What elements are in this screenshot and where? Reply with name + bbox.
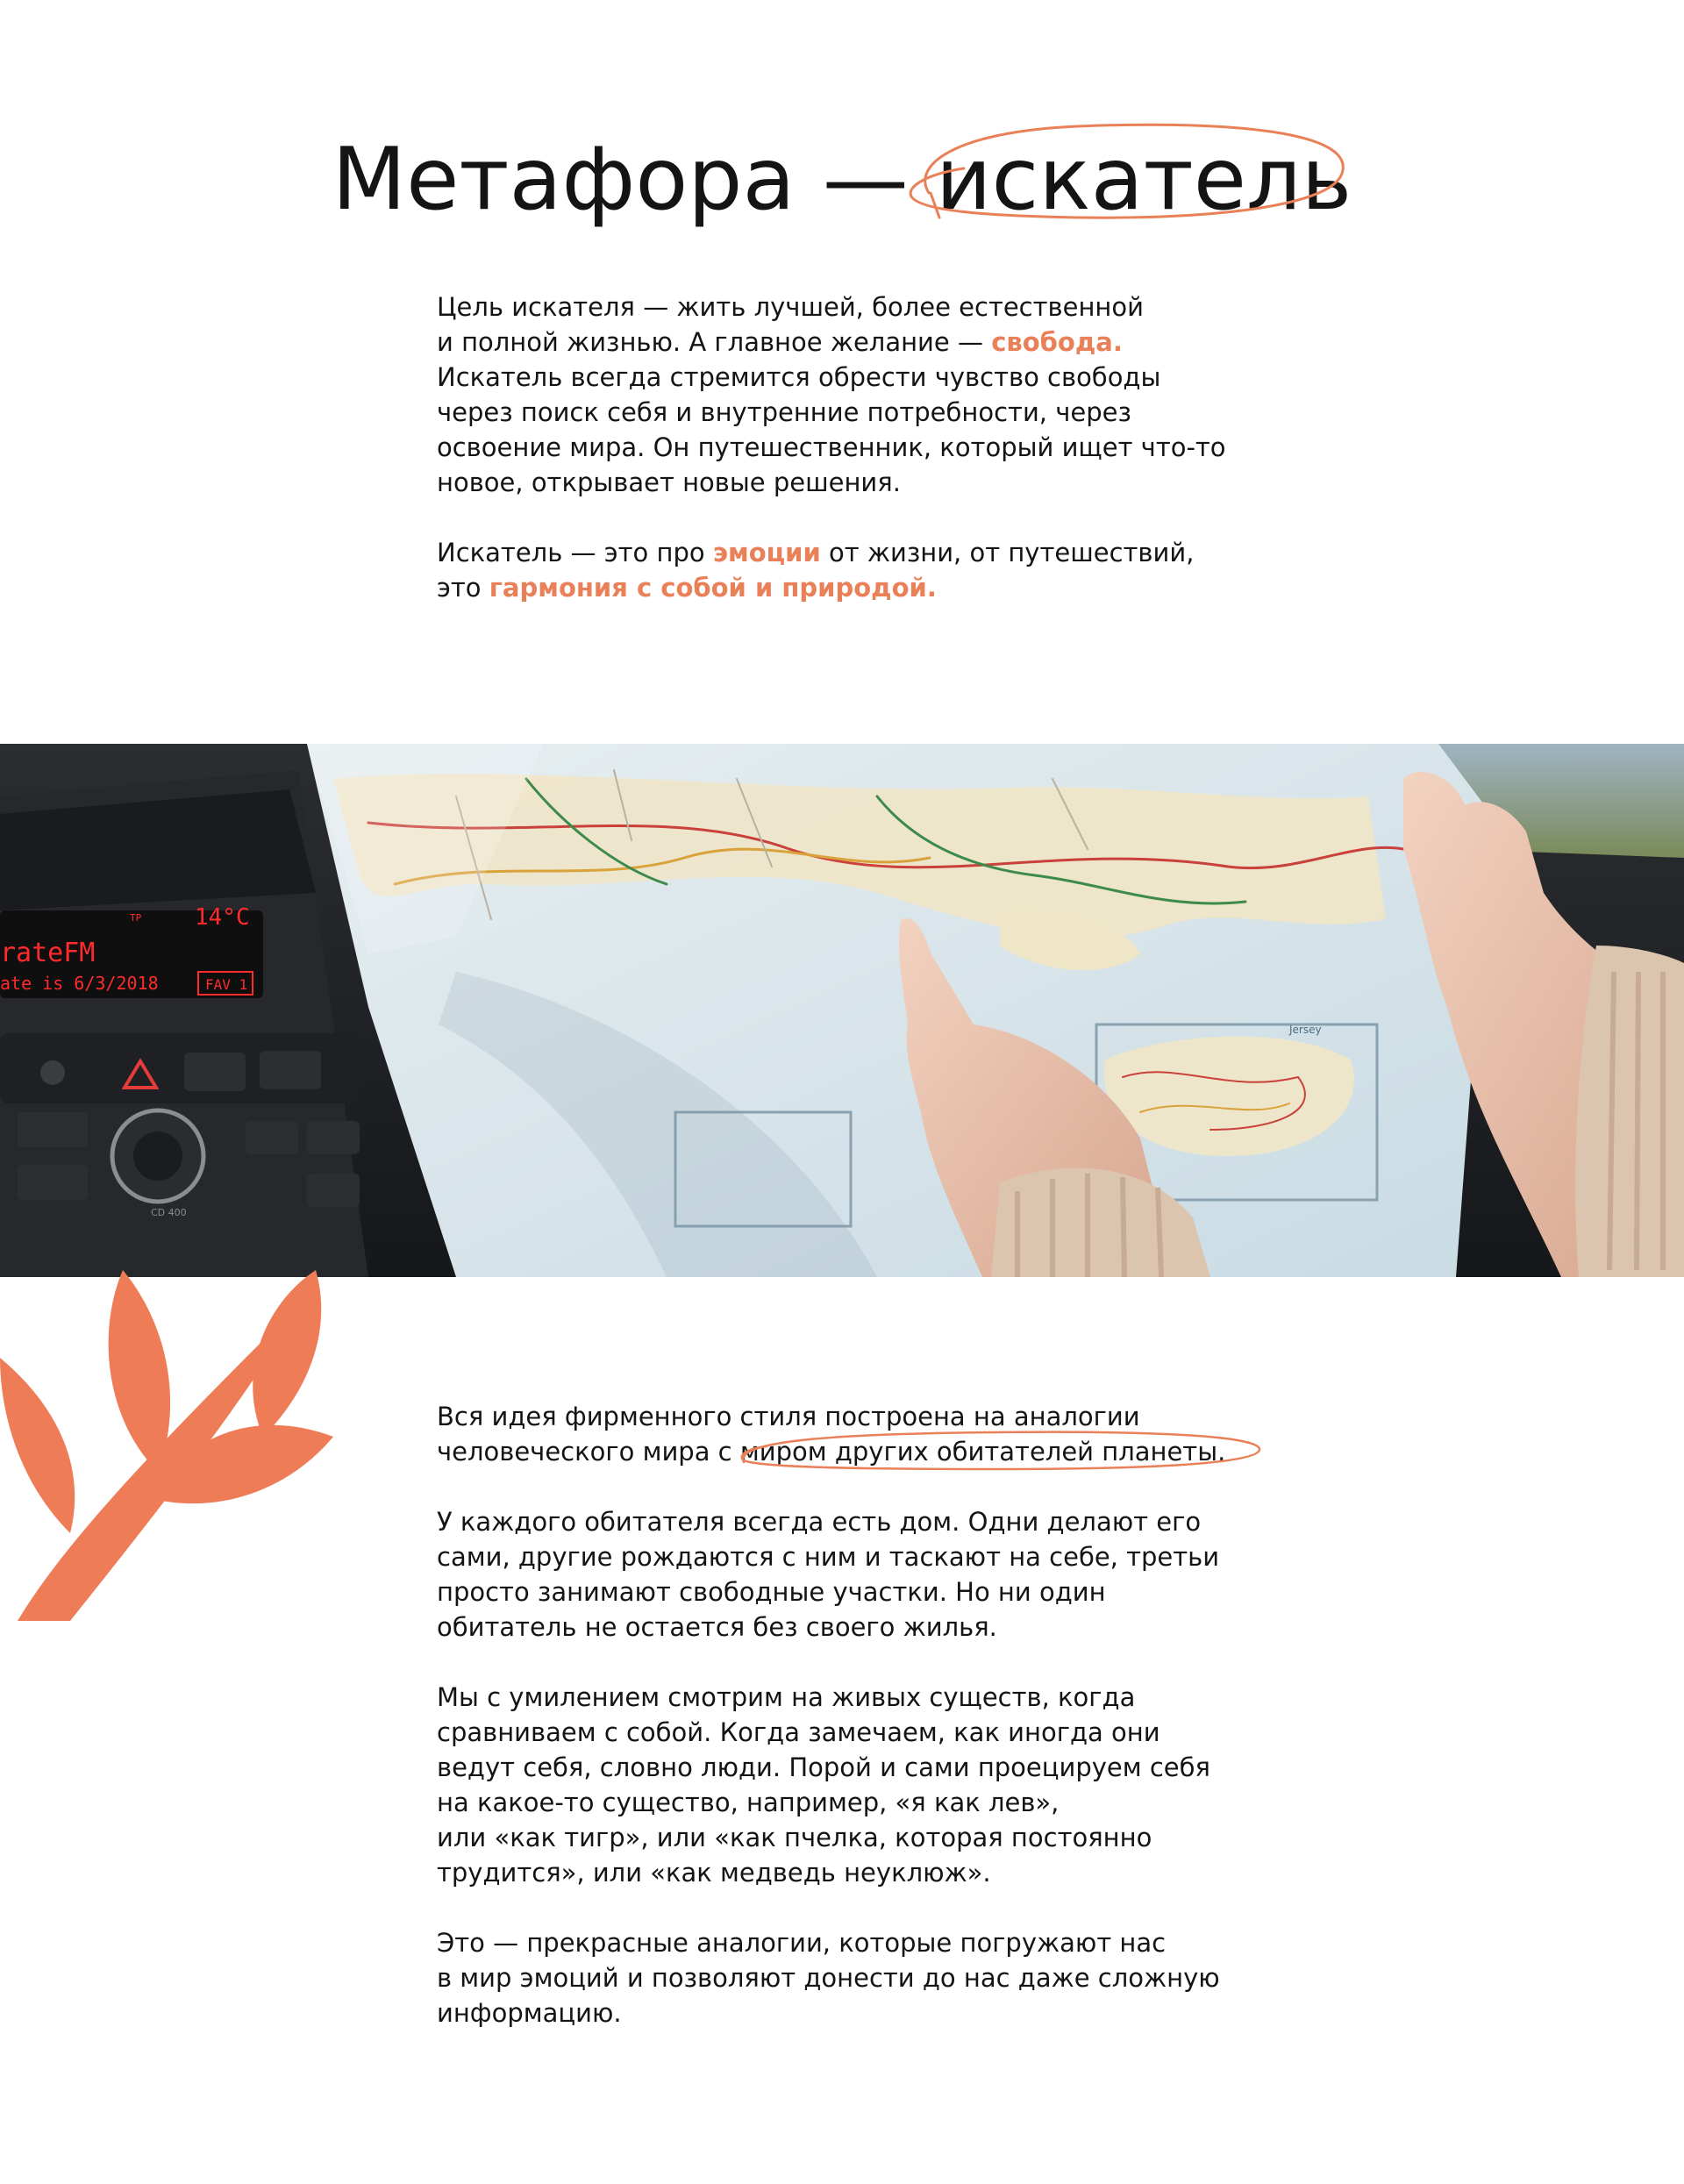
radio-fav: FAV 1 (205, 976, 248, 993)
accent-freedom: свобода. (991, 327, 1123, 357)
map-inset-label: Jersey (1289, 1024, 1322, 1036)
accent-emotions: эмоции (712, 538, 821, 567)
leaf-branch-decoration (0, 1270, 342, 1621)
body-p1-text-a: Вся идея фирменного стиля построена на аналогии человеческого мира с (437, 1402, 1140, 1467)
title-prefix: Метафора — (332, 130, 936, 230)
hand-drawn-underline-oval (731, 1427, 1275, 1474)
circled-phrase-text: миром других обитателей планеты. (739, 1437, 1226, 1467)
radio-temperature: 14°C (195, 904, 250, 931)
intro-p1-text-b: Искатель всегда стремится обрести чувство свободы через поиск себя и внутренние потребности, через освоение мира. Он путешественник, который ищет что-то новое, открывает новые решения. (437, 362, 1226, 497)
cd-label: CD 400 (151, 1207, 187, 1218)
sweater-sleeve-right (1575, 946, 1684, 1277)
body-paragraph-2: У каждого обитателя всегда есть дом. Одни делают его сами, другие рождаются с ним и таскают на себе, третьи просто занимают свободные участки. Но ни один обитатель не остается без своего жилья. (437, 1507, 1220, 1642)
title-highlight: искатель (935, 130, 1352, 230)
radio-date: ate is 6/3/2018 (0, 973, 159, 994)
body-paragraph-4: Это — прекрасные аналогии, которые погружают нас в мир эмоций и позволяют донести до нас даже сложную информацию. (437, 1928, 1220, 2028)
hand-drawn-oval (876, 112, 1367, 235)
body-paragraph-1 (437, 1399, 1314, 1469)
body-paragraph-3: Мы с умилением смотрим на живых существ, когда сравниваем с собой. Когда замечаем, как иногда они ведут себя, словно люди. Порой и сами проецируем себя на какое-то существо, например, «я как лев», или «как тигр», или «как пчелка, которая постоянно трудится», или «как медведь неуклюж». (437, 1682, 1210, 1888)
map-photo (0, 744, 1684, 1277)
title-highlight-wrap (936, 123, 1352, 237)
accent-harmony: гармония с собой и природой. (489, 573, 937, 603)
intro-p1-text-a: Цель искателя — жить лучшей, более естественной и полной жизнью. А главное желание — (437, 292, 1144, 357)
intro-paragraph-2 (437, 535, 1314, 605)
radio-station: rateFM (0, 938, 96, 968)
intro-paragraph-1 (437, 289, 1314, 500)
map-photo-illustration (0, 744, 1684, 1277)
page-title (0, 123, 1684, 237)
body-text (437, 1399, 1314, 2031)
intro-text (437, 289, 1314, 605)
radio-tp: TP (130, 912, 142, 924)
intro-p2-text-a: Искатель — это про (437, 538, 713, 567)
intro-p2-text-b: от жизни, от путешествий, это (437, 538, 1195, 603)
circled-phrase (740, 1434, 1225, 1469)
